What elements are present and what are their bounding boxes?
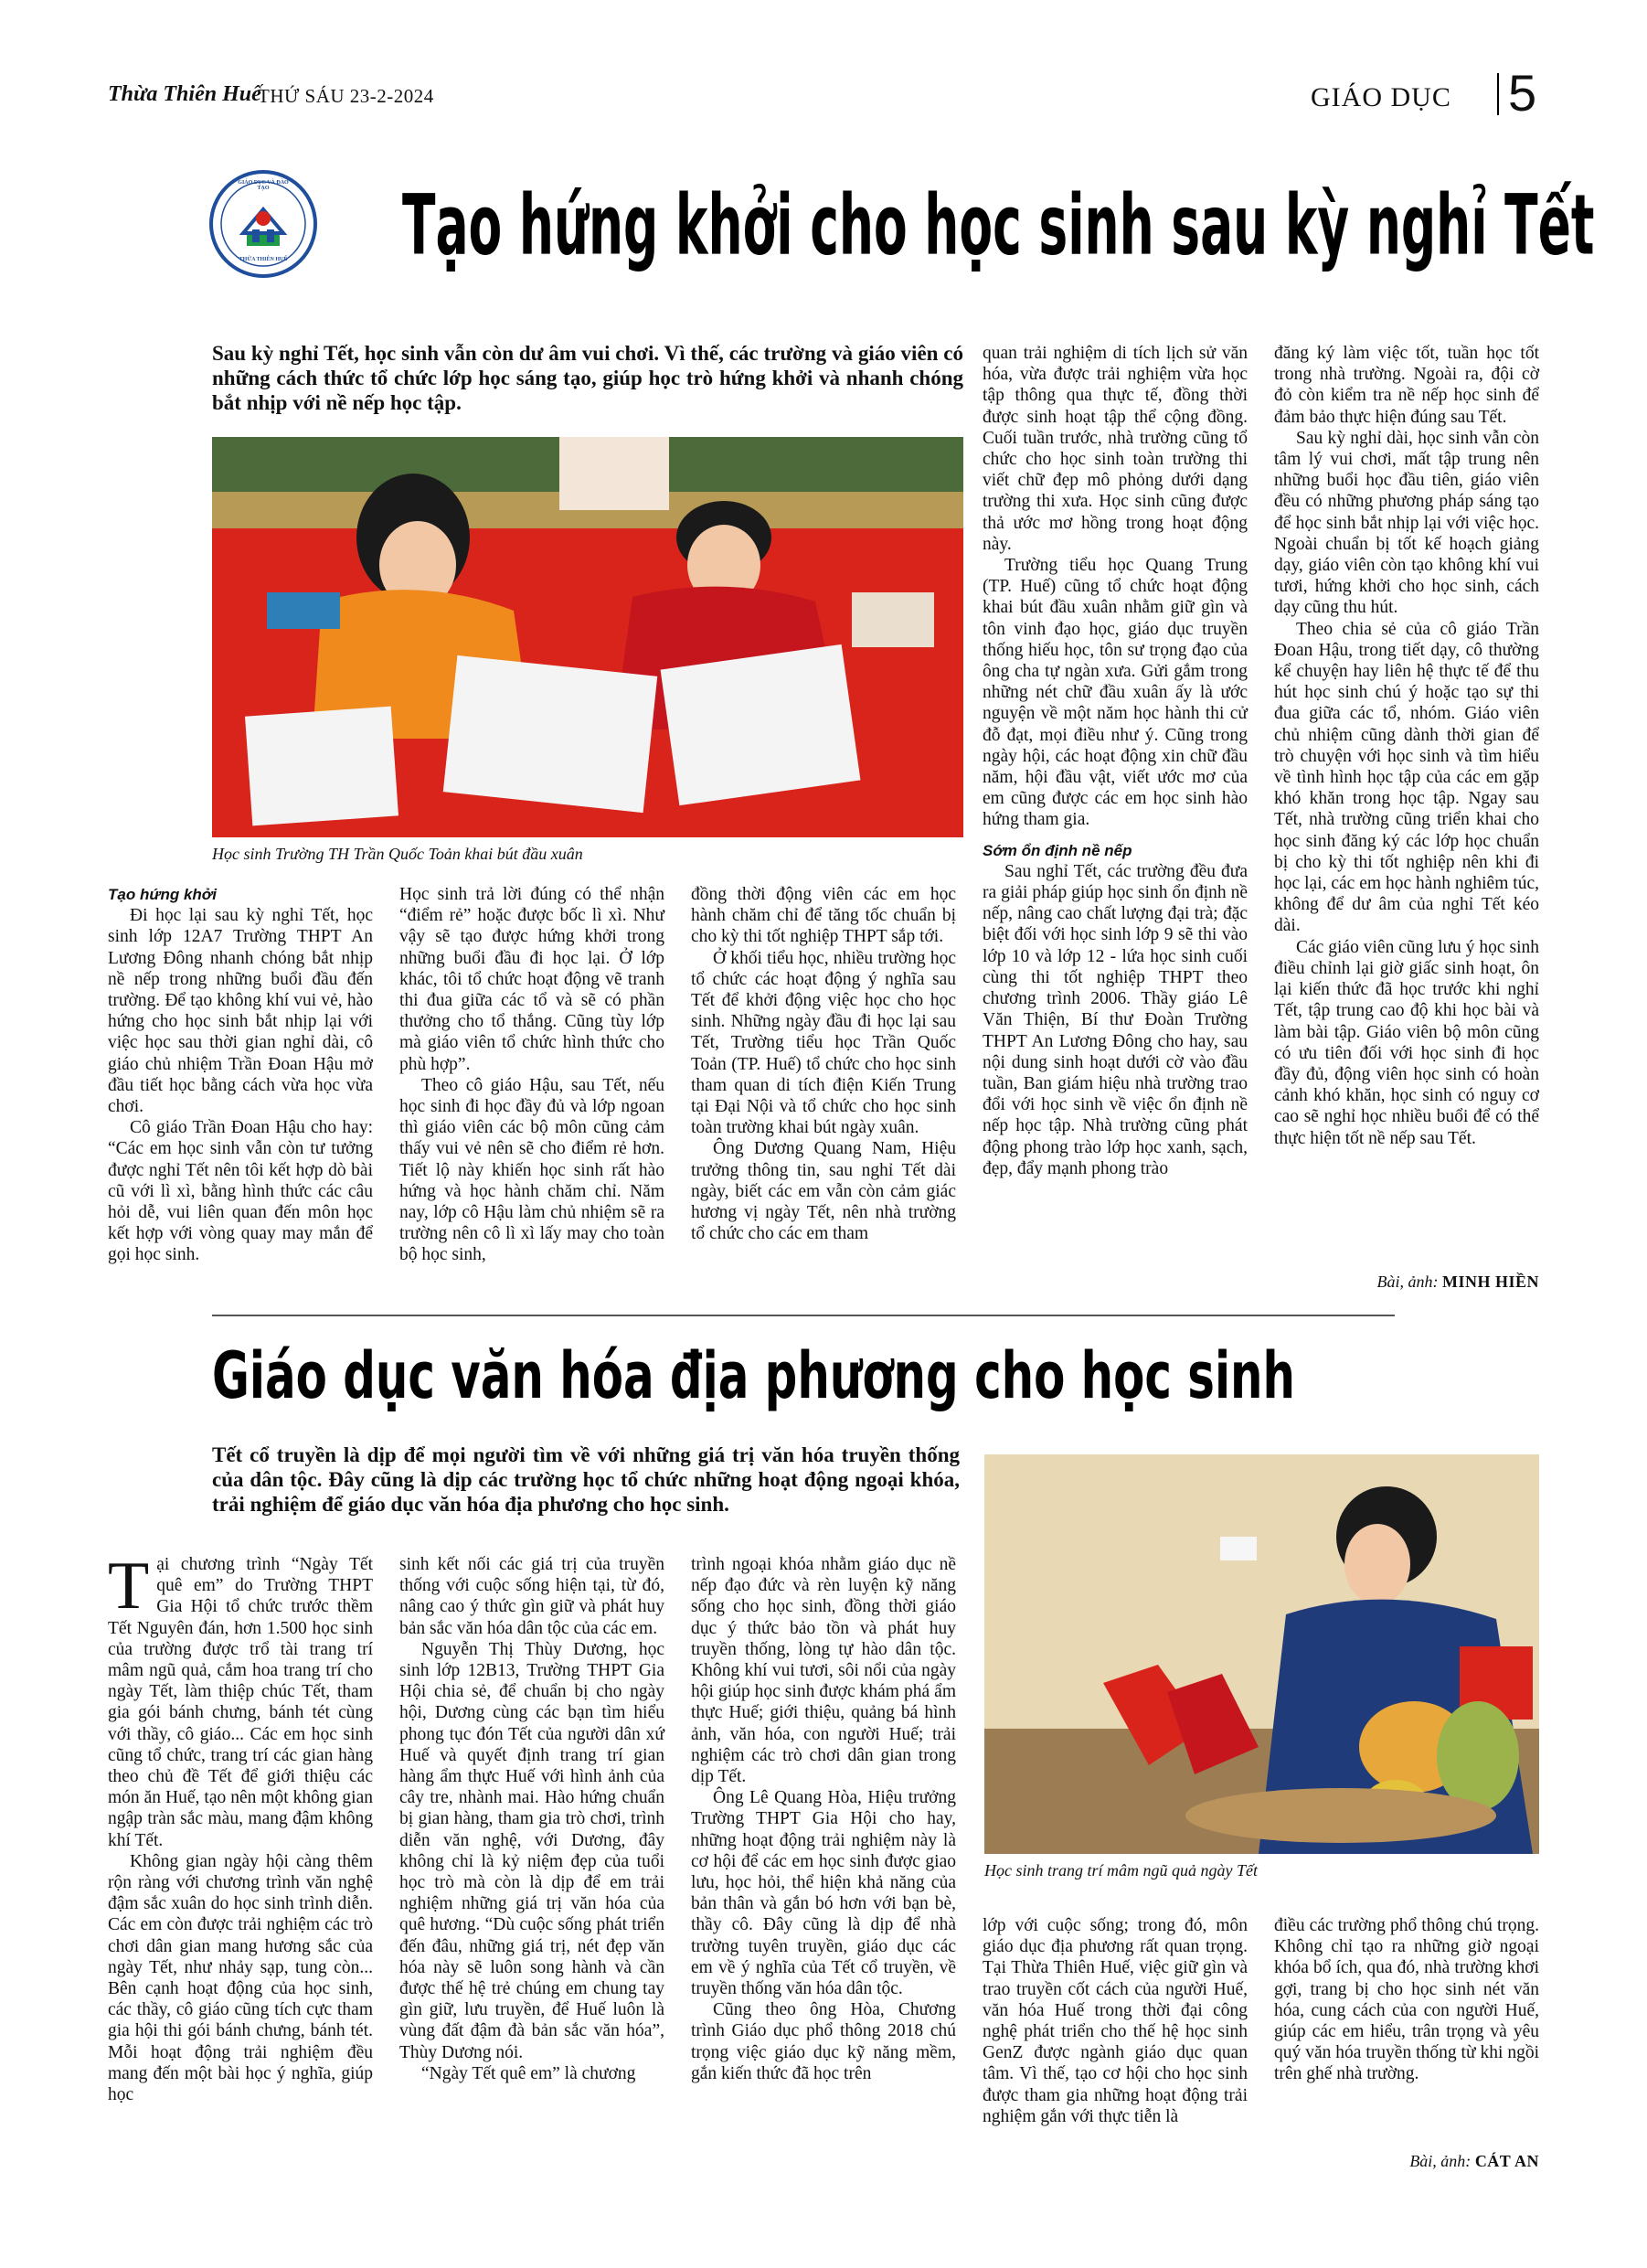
article1-col4-p3: Sau nghỉ Tết, các trường đều đưa ra giải pháp giúp học sinh ổn định nề nếp, nâng cao chất lượng đại trà; đặc biệt đối với học sinh lớp 9 sẽ thi vào lớp 10 và lớp 12 - lứa học sinh cuối cùng thi tốt nghiệp THPT theo chương trình 2006. Thầy giáo Lê Văn Thiện, Bí thư Đoàn Trường THPT An Lương Đông cho hay, sau nội dung sinh hoạt dưới cờ vào đầu tuần, Ban giám hiệu nhà trường trao đổi với học sinh về việc ổn định nề nếp học tập. Nhà trường cũng phát động phong trào lớp học xanh, sạch, đẹp, đẩy mạnh phong trào xyxy=(983,861,1248,1178)
article2-byline xyxy=(1274,2152,1539,2171)
article1-col1-p2: Cô giáo Trần Đoan Hậu cho hay: “Các em học sinh vẫn còn tư tưởng được nghỉ Tết nên tôi kết hợp dò bài cũ với lì xì, bằng hình thức các câu hỏi dễ, vui liên quan đến môn học kết hợp với vòng quay may mắn để gọi học sinh. xyxy=(108,1118,373,1265)
article1-col2-p1: Học sinh trả lời đúng có thể nhận “điểm rẻ” hoặc được bốc lì xì. Như vậy sẽ tạo được hứng khởi trong những buổi đầu đi học lại. Ở lớp khác, tôi tổ chức hoạt động vẽ tranh thi đua giữa các tổ và sẽ có phần thưởng cho tổ thắng. Cũng tùy lớp mà giáo viên tổ chức hình thức cho phù hợp”. xyxy=(399,885,664,1074)
article2-dropcap: T xyxy=(108,1549,150,1624)
page-header xyxy=(108,64,1543,122)
article1-column-2 xyxy=(399,884,664,1266)
article2-col2-p1: sinh kết nối các giá trị của truyền thống với cuộc sống hiện tại, từ đó, nâng cao ý thức gìn giữ và phát huy bản sắc văn hóa dân tộc của các em. xyxy=(399,1555,664,1638)
logo-text-top: GIÁO DỤC VÀ ĐÀO TẠO xyxy=(238,180,289,191)
article1-col5-p4: Các giáo viên cũng lưu ý học sinh điều chỉnh lại giờ giấc sinh hoạt, ôn lại kiến thức đã học trước khi nghỉ Tết, tập trung cao độ khi học bài và làm bài tập. Giáo viên bộ môn cũng có ưu tiên đối với học sinh đi học đầy đủ, động viên học sinh có hoàn cảnh khó khăn, học sinh có nguy cơ cao sẽ nghỉ học nhiều buổi để có thể thực hiện tốt nề nếp sau Tết. xyxy=(1274,937,1539,1148)
article2-col1-p1 xyxy=(108,1549,373,1851)
article1-col2-p2: Theo cô giáo Hậu, sau Tết, nếu học sinh đi học đầy đủ và lớp ngoan thì giáo viên các bộ môn cũng cảm thấy vui vẻ nên sẽ cho điểm rẻ hơn. Tiết lộ này khiến học sinh rất hào hứng và học hành chăm chỉ. Năm nay, lớp cô Hậu làm chủ nhiệm sẽ ra trường nên cô lì xì lấy may cho toàn bộ học sinh, xyxy=(399,1075,664,1265)
section-name: GIÁO DỤC xyxy=(1311,82,1451,112)
article2-photo xyxy=(984,1454,1539,1854)
article1-col3-p3: Ông Dương Quang Nam, Hiệu trưởng thông tin, sau nghỉ Tết dài ngày, biết các em vẫn còn cảm giác hương vị ngày Tết, nên nhà trường tổ chức cho các em tham xyxy=(691,1139,956,1244)
article2-headline: Giáo dục văn hóa địa phương cho học sinh xyxy=(212,1338,1296,1414)
article1-subhead-1: Tạo hứng khởi xyxy=(108,886,217,903)
article1-headline: Tạo hứng khởi cho học sinh sau kỳ nghỉ Tết xyxy=(402,176,1595,274)
article2-col2-p2: Nguyễn Thị Thùy Dương, học sinh lớp 12B13, Trường THPT Gia Hội chia sẻ, để chuẩn bị cho ngày hội, Dương cùng các bạn tìm hiểu phong tục đón Tết của người dân xứ Huế và quyết định trang trí gian hàng ẩm thực Huế với hình ảnh của cây tre, nhành mai. Hào hứng chuẩn bị gian hàng, tham gia trò chơi, trình diễn văn nghệ, với Dương, đây không chỉ là kỷ niệm đẹp của tuổi học trò mà còn là dịp để em trải nghiệm những giá trị văn hóa của quê hương. “Dù cuộc sống phát triển đến đâu, những giá trị, nét đẹp văn hóa này sẽ luôn song hành và cần được thế hệ trẻ chúng em chung tay gìn giữ, lưu truyền, để Huế luôn là vùng đất đậm đà bản sắc văn hóa”, Thùy Dương nói. xyxy=(399,1639,664,2062)
article2-col2-p3: “Ngày Tết quê em” là chương xyxy=(421,2063,636,2083)
department-logo xyxy=(208,169,318,279)
article2-col4-p1: lớp với cuộc sống; trong đó, môn giáo dục địa phương rất quan trọng. Tại Thừa Thiên Huế, việc giữ gìn và trao truyền cốt cách của người Huế, văn hóa Huế trong thời đại công nghệ phát triển cho thế hệ học sinh GenZ được ngành giáo dục quan tâm. Vì thế, tạo cơ hội cho học sinh được tham gia những hoạt động trải nghiệm gắn với thực tiễn là xyxy=(983,1916,1248,2126)
article2-column-5 xyxy=(1274,1915,1539,2085)
article2-col1-p1-text: ại chương trình “Ngày Tết quê em” do Trường THPT Gia Hội tổ chức trước thềm Tết Nguyên đán, hơn 1.500 học sinh của trường được trổ tài trang trí mâm ngũ quả, cắm hoa trang trí cho ngày Tết, làm thiệp chúc Tết, tham gia gói bánh chưng, bánh tét cùng với thầy, cô giáo... Các em học sinh cũng tổ chức, trang trí các gian hàng theo chủ đề Tết để giới thiệu các món ăn Huế, tạo nên một không gian ngập tràn sắc màu, mang đậm không khí Tết. xyxy=(108,1555,373,1850)
article2-byline-name: CÁT AN xyxy=(1474,2152,1539,2170)
article1-byline-label: Bài, ảnh: xyxy=(1376,1272,1439,1291)
article2-photo-caption: Học sinh trang trí mâm ngũ quả ngày Tết xyxy=(984,1861,1258,1879)
article1-col4-p2: Trường tiểu học Quang Trung (TP. Huế) cũng tổ chức hoạt động khai bút đầu xuân nhằm giữ gìn và tôn vinh đạo học, giáo dục truyền thống hiếu học, tôn sư trọng đạo của ông cha tự ngàn xưa. Gửi gắm trong những nét chữ đầu xuân ấy là ước nguyện về một năm học hành thi cử đỗ đạt, mọi điều như ý. Cũng trong ngày hội, các hoạt động xin chữ đầu năm, hội đầu vật, viết ước mơ của em cũng được các em học sinh hào hứng tham gia. xyxy=(983,556,1248,830)
article-divider xyxy=(212,1315,1395,1316)
article2-col3-p1: trình ngoại khóa nhằm giáo dục nề nếp đạo đức và rèn luyện kỹ năng sống cho học sinh, đồng thời giáo dục ý thức bảo tồn và phát huy truyền thống, lòng tự hào dân tộc. Không khí vui tươi, sôi nổi của ngày hội giúp học sinh được khám phá ẩm thực Huế; giới thiệu, quảng bá hình ảnh, văn hóa, con người Huế; trải nghiệm các trò chơi dân gian trong dịp Tết. xyxy=(691,1555,956,1787)
article2-column-1 xyxy=(108,1549,373,2105)
page-number: 5 xyxy=(1508,64,1537,122)
logo-text-bottom: THỪA THIÊN HUẾ xyxy=(239,257,288,262)
article1-column-1 xyxy=(108,884,373,1266)
issue-date: THỨ SÁU 23-2-2024 xyxy=(258,85,434,107)
article1-col5-p3: Theo chia sẻ của cô giáo Trần Đoan Hậu, trong tiết dạy, cô thường kể chuyện hay liên hệ thực tế để thu hút học sinh chú ý hoặc tạo sự thi đua giữa các tổ, nhóm. Giáo viên chủ nhiệm cũng dành thời gian để trò chuyện với học sinh và tìm hiểu về tình hình học tập của các em gặp khó khăn trong học tập. Ngay sau Tết, nhà trường cũng triển khai cho học sinh đăng ký các lớp học chuẩn bị cho kỳ thi tốt nghiệp nên khi đi học lại, các em học hành nghiêm túc, không để dư âm của nghỉ Tết kéo dài. xyxy=(1274,619,1539,936)
article2-column-4 xyxy=(983,1915,1248,2127)
article1-subhead-2: Sớm ổn định nề nếp xyxy=(983,841,1132,859)
paper-name: Thừa Thiên Huế xyxy=(108,82,261,106)
article2-byline-label: Bài, ảnh: xyxy=(1409,2152,1472,2170)
article1-column-5 xyxy=(1274,343,1539,1149)
article1-col5-p1: đăng ký làm việc tốt, tuần học tốt trong nhà trường. Ngoài ra, đội cờ đỏ còn kiểm tra nề nếp học sinh để đảm bảo thực hiện đúng sau Tết. xyxy=(1274,344,1539,427)
article2-col5-p1: điều các trường phổ thông chú trọng. Không chỉ tạo ra những giờ ngoại khóa bổ ích, qua đó, nhà trường khơi gợi, trang bị cho học sinh nét văn hóa, cung cách của con người Huế, giúp các em hiểu, trân trọng và yêu quý văn hóa truyền thống từ khi ngồi trên ghế nhà trường. xyxy=(1274,1916,1539,2084)
article1-byline xyxy=(1274,1272,1539,1292)
header-divider xyxy=(1497,73,1499,115)
article2-col3-p3: Cũng theo ông Hòa, Chương trình Giáo dục phổ thông 2018 chú trọng việc giáo dục kỹ năng mềm, gắn kiến thức đã học trên xyxy=(691,2000,956,2083)
article2-lead: Tết cổ truyền là dịp để mọi người tìm về với những giá trị văn hóa truyền thống của dân tộc. Đây cũng là dịp các trường học tổ chức những hoạt động ngoại khóa, trải nghiệm để giáo dục văn hóa địa phương cho học sinh. xyxy=(212,1443,960,1516)
article1-col4-p1: quan trải nghiệm di tích lịch sử văn hóa, vừa được trải nghiệm vừa học tập thông qua thực tế, đồng thời được sinh hoạt tập thể cộng đồng. Cuối tuần trước, nhà trường cũng tổ chức cho học sinh toàn trường thi viết chữ đẹp mô phỏng dưới dạng trường thi xưa. Học sinh cũng được thả ước mơ hồng trong hoạt động này. xyxy=(983,344,1248,554)
article1-column-3 xyxy=(691,884,956,1244)
article1-photo-caption: Học sinh Trường TH Trần Quốc Toản khai bút đầu xuân xyxy=(212,845,583,863)
article1-col3-p1: đồng thời động viên các em học hành chăm chỉ để tăng tốc chuẩn bị cho kỳ thi tốt nghiệp THPT sắp tới. xyxy=(691,885,956,947)
article1-column-4 xyxy=(983,343,1248,1179)
article2-col3-p2: Ông Lê Quang Hòa, Hiệu trưởng Trường THPT Gia Hội cho hay, những hoạt động trải nghiệm này là cơ hội để các em học sinh được giao lưu, học hỏi, thể hiện khả năng của bản thân và gắn bó hơn với bạn bè, thầy cô. Đây cũng là dịp để nhà trường tuyên truyền, giáo dục các em về ý nghĩa của Tết cổ truyền, về truyền thống văn hóa dân tộc. xyxy=(691,1788,956,1999)
article1-photo xyxy=(212,437,963,837)
article1-col1-p1: Đi học lại sau kỳ nghỉ Tết, học sinh lớp 12A7 Trường THPT An Lương Đông nhanh chóng bắt nhịp nề nếp trong những buổi đầu đến trường. Để tạo không khí vui vẻ, hào hứng cho học sinh bắt nhịp lại với việc học sau thời gian nghỉ dài, cô giáo chủ nhiệm Trần Đoan Hậu mở đầu tiết học bằng cách vừa học vừa chơi. xyxy=(108,906,373,1117)
article1-col3-p2: Ở khối tiểu học, nhiều trường học tổ chức các hoạt động ý nghĩa sau Tết để khởi động việc học cho học sinh. Những ngày đầu đi học lại sau Tết, Trường tiểu học Trần Quốc Toản (TP. Huế) tổ chức cho học sinh tham quan di tích điện Kiến Trung tại Đại Nội và tổ chức cho học sinh toàn trường khai bút ngày xuân. xyxy=(691,948,956,1138)
article1-col5-p2: Sau kỳ nghỉ dài, học sinh vẫn còn tâm lý vui chơi, mất tập trung nên những buổi học đầu tiên, giáo viên đều có những phương pháp sáng tạo để học sinh bắt nhịp lại với việc học. Ngoài chuẩn bị tốt kế hoạch giảng dạy, giáo viên còn tạo không khí vui tươi, hứng khởi cho học sinh, cách dạy cũng thu hút. xyxy=(1274,428,1539,618)
article2-column-3 xyxy=(691,1554,956,2084)
article2-col1-p2: Không gian ngày hội càng thêm rộn ràng với chương trình văn nghệ đậm sắc xuân do học sinh trình diễn. Các em còn được trải nghiệm các trò chơi dân gian mang hương sắc của ngày Tết, như nhảy sạp, tung còn... Bên cạnh hoạt động của học sinh, các thầy, cô giáo cũng tích cực tham gia hội thi gói bánh chưng, bánh tét. Mỗi hoạt động trải nghiệm đều mang đến một bài học ý nghĩa, giúp học xyxy=(108,1851,373,2105)
article1-byline-name: MINH HIỀN xyxy=(1441,1272,1539,1291)
article2-column-2 xyxy=(399,1554,664,2084)
article1-lead: Sau kỳ nghỉ Tết, học sinh vẫn còn dư âm vui chơi. Vì thế, các trường và giáo viên có những cách thức tổ chức lớp học sáng tạo, giúp học trò hứng khởi và nhanh chóng bắt nhịp với nề nếp học tập. xyxy=(212,342,963,414)
